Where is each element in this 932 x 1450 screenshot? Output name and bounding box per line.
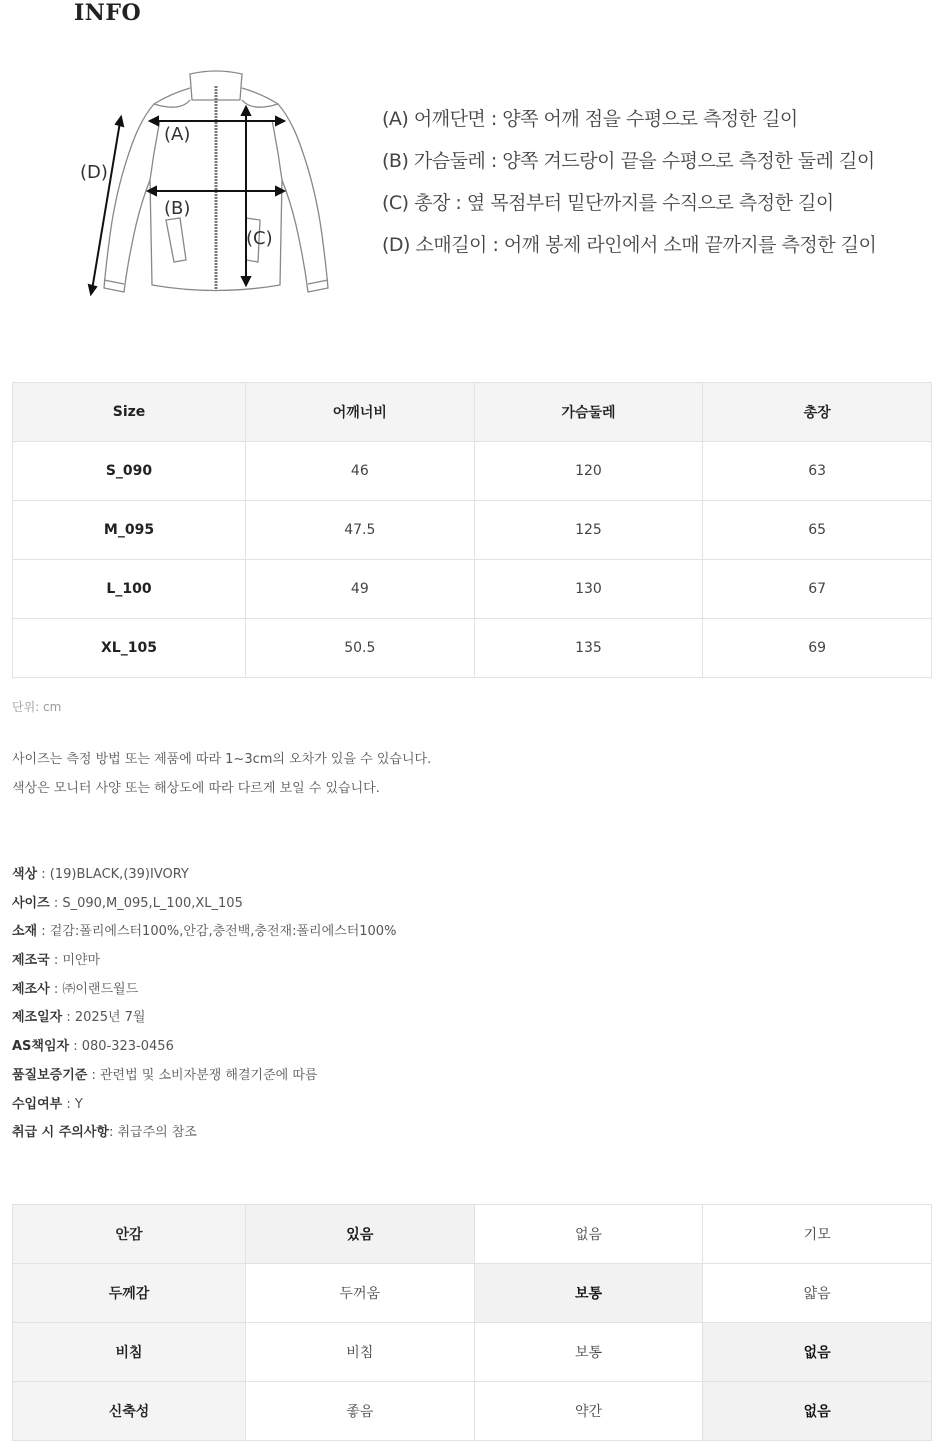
spec-key: 제조일자 [12, 1010, 63, 1026]
value-cell: 63 [703, 442, 932, 501]
size-cell: S_090 [13, 442, 246, 501]
value-cell: 65 [703, 501, 932, 560]
value-cell: 120 [474, 442, 703, 501]
spec-value: : 관련법 및 소비자분쟁 해결기준에 따름 [87, 1067, 318, 1083]
table-row [13, 442, 932, 501]
label-d: (D) [80, 162, 108, 183]
property-row [13, 1205, 932, 1264]
value-cell: 49 [246, 560, 475, 619]
note-line: 사이즈는 측정 방법 또는 제품에 따라 1~3cm의 오차가 있을 수 있습니다. [12, 752, 432, 767]
measurement-legend [382, 104, 922, 272]
header-cell: 어깨너비 [246, 383, 475, 442]
property-option: 보통 [474, 1323, 703, 1382]
spec-value: : 2025년 7월 [62, 1010, 146, 1026]
spec-value: : 미얀마 [49, 953, 101, 969]
value-cell: 130 [474, 560, 703, 619]
value-cell: 46 [246, 442, 475, 501]
property-option: 두꺼움 [246, 1264, 475, 1323]
spec-row-color [12, 861, 396, 890]
spec-key: AS책임자 [12, 1039, 70, 1055]
spec-value: : (19)BLACK,(39)IVORY [37, 867, 189, 882]
size-cell: L_100 [13, 560, 246, 619]
product-specs [12, 861, 396, 1148]
property-row [13, 1264, 932, 1323]
value-cell: 69 [703, 619, 932, 678]
label-a: (A) [164, 124, 191, 145]
property-label: 안감 [13, 1205, 246, 1264]
header-cell: 가슴둘레 [474, 383, 703, 442]
spec-row-size [12, 890, 396, 919]
property-option: 없음 [703, 1323, 932, 1382]
table-row [13, 501, 932, 560]
header-cell: 총장 [703, 383, 932, 442]
value-cell: 125 [474, 501, 703, 560]
spec-key: 제조국 [12, 953, 50, 969]
spec-key: 소재 [12, 924, 38, 940]
property-option: 있음 [246, 1205, 475, 1264]
size-table-header [13, 383, 932, 442]
spec-value: : S_090,M_095,L_100,XL_105 [49, 895, 243, 911]
spec-value: : 080-323-0456 [69, 1039, 174, 1055]
property-option: 비침 [246, 1323, 475, 1382]
jacket-measurement-diagram [70, 60, 360, 310]
spec-value: : ㈜이랜드월드 [49, 981, 139, 997]
table-row [13, 619, 932, 678]
value-cell: 135 [474, 619, 703, 678]
value-cell: 67 [703, 560, 932, 619]
legend-line-d: (D) 소매길이 : 어깨 봉제 라인에서 소매 끝까지를 측정한 길이 [382, 234, 877, 256]
size-cell: M_095 [13, 501, 246, 560]
spec-value: : 겉감:폴리에스터100%,안감,충전백,충전재:폴리에스터100% [37, 924, 397, 940]
property-row [13, 1323, 932, 1382]
spec-key: 색상 [12, 867, 38, 882]
property-option: 약간 [474, 1382, 703, 1441]
legend-line-a: (A) 어깨단면 : 양쪽 어깨 점을 수평으로 측정한 길이 [382, 108, 798, 130]
spec-key: 사이즈 [12, 895, 50, 911]
spec-row-as [12, 1033, 396, 1062]
property-option: 없음 [474, 1205, 703, 1264]
spec-row-manufacturer [12, 976, 396, 1005]
property-option: 얇음 [703, 1264, 932, 1323]
property-option: 보통 [474, 1264, 703, 1323]
value-cell: 47.5 [246, 501, 475, 560]
spec-row-material [12, 918, 396, 947]
size-notes [12, 745, 431, 803]
spec-value: : Y [62, 1096, 83, 1112]
spec-row-care [12, 1119, 396, 1148]
spec-row-warranty [12, 1062, 396, 1091]
header-cell: Size [13, 383, 246, 442]
property-label: 신축성 [13, 1382, 246, 1441]
spec-key: 수입여부 [12, 1096, 63, 1112]
spec-value: : 취급주의 참조 [108, 1125, 197, 1141]
spec-row-date [12, 1004, 396, 1033]
label-b: (B) [164, 198, 191, 219]
legend-line-b: (B) 가슴둘레 : 양쪽 겨드랑이 끝을 수평으로 측정한 둘레 길이 [382, 150, 875, 172]
spec-key: 품질보증기준 [12, 1067, 88, 1083]
value-cell: 50.5 [246, 619, 475, 678]
info-title: INFO [74, 0, 142, 26]
property-option: 좋음 [246, 1382, 475, 1441]
property-label: 두께감 [13, 1264, 246, 1323]
size-table [12, 382, 932, 678]
legend-line-c: (C) 총장 : 옆 목점부터 밑단까지를 수직으로 측정한 길이 [382, 192, 834, 214]
spec-row-country [12, 947, 396, 976]
spec-key: 제조사 [12, 981, 50, 997]
property-label: 비침 [13, 1323, 246, 1382]
spec-row-import [12, 1091, 396, 1120]
spec-key: 취급 시 주의사항 [12, 1125, 109, 1141]
property-option: 기모 [703, 1205, 932, 1264]
fabric-property-table [12, 1204, 932, 1441]
property-option: 없음 [703, 1382, 932, 1441]
unit-note: 단위: cm [12, 700, 62, 714]
size-cell: XL_105 [13, 619, 246, 678]
label-c: (C) [246, 228, 273, 249]
note-line: 색상은 모니터 사양 또는 해상도에 따라 다르게 보일 수 있습니다. [12, 781, 380, 796]
property-row [13, 1382, 932, 1441]
table-row [13, 560, 932, 619]
